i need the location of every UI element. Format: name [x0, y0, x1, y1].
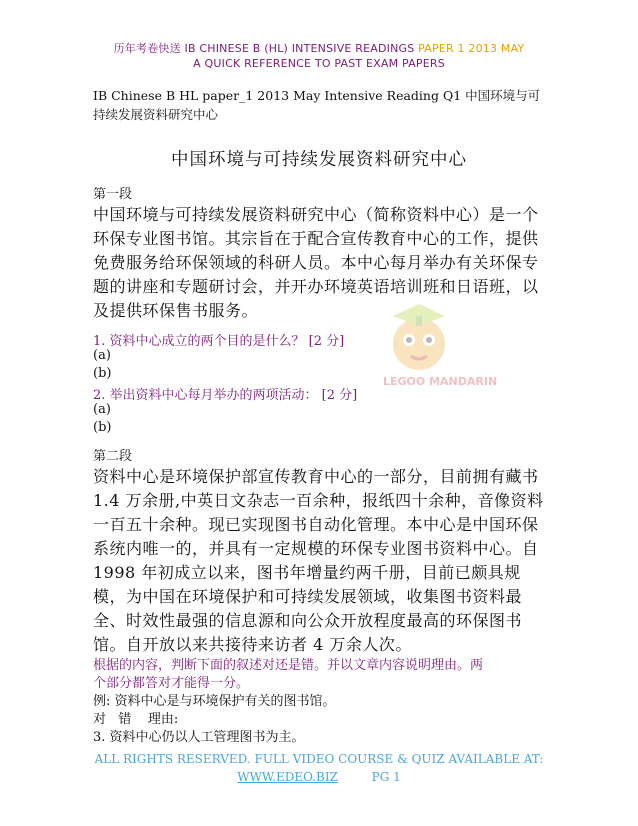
subheading-line-1: IB Chinese B HL paper_1 2013 May Intensive Reading Q1 中国环境与可 [93, 88, 541, 103]
section2-line: 馆。自开放以来共接待来访者 4 万余人次。 [93, 635, 412, 654]
header-series: IB CHINESE B (HL) INTENSIVE READINGS [184, 42, 415, 55]
header-cn-prefix: 历年考卷快送 [113, 42, 181, 55]
answer-slot-1b: (b) [93, 366, 112, 381]
section1-line: 题的讲座和专题研讨会，并开办环境英语培训班和日语班，以 [93, 277, 539, 296]
section2-label: 第二段 [93, 449, 133, 464]
instruction-line-2: 个部分都答对才能得一分。 [93, 676, 250, 691]
mascot-watermark-icon [383, 296, 455, 376]
section1-line: 免费服务给环保领域的科研人员。本中心每月举办有关环保专 [93, 253, 539, 272]
page-header [0, 40, 638, 56]
answer-slot-2a: (a) [93, 402, 111, 417]
answer-slot-2b: (b) [93, 420, 112, 435]
footer-page-number: PG 1 [371, 770, 401, 784]
section2-line: 1998 年初成立以来，图书年增量约两千册，目前已颇具规 [93, 563, 521, 582]
section2-line: 模，为中国在环境保护和可持续发展领域，收集图书资料最 [93, 587, 523, 606]
section2-line: 资料中心是环境保护部宣传教育中心的一部分，目前拥有藏书 [93, 467, 539, 486]
watermark-text: LEGOO MANDARIN [383, 375, 498, 388]
question-3: 3. 资料中心仍以人工管理图书为主。 [93, 730, 305, 745]
question-1: 1. 资料中心成立的两个目的是什么？ [2 分] [93, 334, 345, 349]
footer-line-2 [0, 770, 638, 784]
section1-line: 及提供环保售书服务。 [93, 301, 259, 320]
section2-line: 1.4 万余册,中英日文杂志一百余种，报纸四十余种，音像资料 [93, 491, 544, 510]
example-statement: 例: 资料中心是与环境保护有关的图书馆。 [93, 694, 336, 709]
footer-link[interactable]: WWW.EDEO.BIZ [237, 770, 338, 784]
instruction-line-1: 根据的内容，判断下面的叙述对还是错。并以文章内容说明理由。两 [93, 658, 484, 673]
section2-line: 全、时效性最强的信息源和向公众开放程度最高的环保图书 [93, 611, 523, 630]
answer-slot-1a: (a) [93, 348, 111, 363]
section2-line: 系统内唯一的，并具有一定规模的环保专业图书资料中心。自 [93, 539, 539, 558]
section1-line: 中国环境与可持续发展资料研究中心（简称资料中心）是一个 [93, 205, 539, 224]
article-title: 中国环境与可持续发展资料研究中心 [171, 150, 467, 170]
answer-row: 对 错 理由: [93, 712, 179, 727]
section2-line: 一百五十余种。现已实现图书自动化管理。本中心是中国环保 [93, 515, 539, 534]
question-2: 2. 举出资料中心每月举办的两项活动： [2 分] [93, 388, 358, 403]
header-paper: PAPER 1 2013 MAY [418, 42, 525, 55]
section1-line: 环保专业图书馆。其宗旨在于配合宣传教育中心的工作，提供 [93, 229, 539, 248]
subheading-line-2: 持续发展资料研究中心 [93, 107, 219, 122]
header-subtitle: A QUICK REFERENCE TO PAST EXAM PAPERS [193, 57, 445, 70]
footer-rights: ALL RIGHTS RESERVED. FULL VIDEO COURSE & QUIZ AVAILABLE AT: [94, 752, 544, 766]
section1-label: 第一段 [93, 187, 133, 202]
